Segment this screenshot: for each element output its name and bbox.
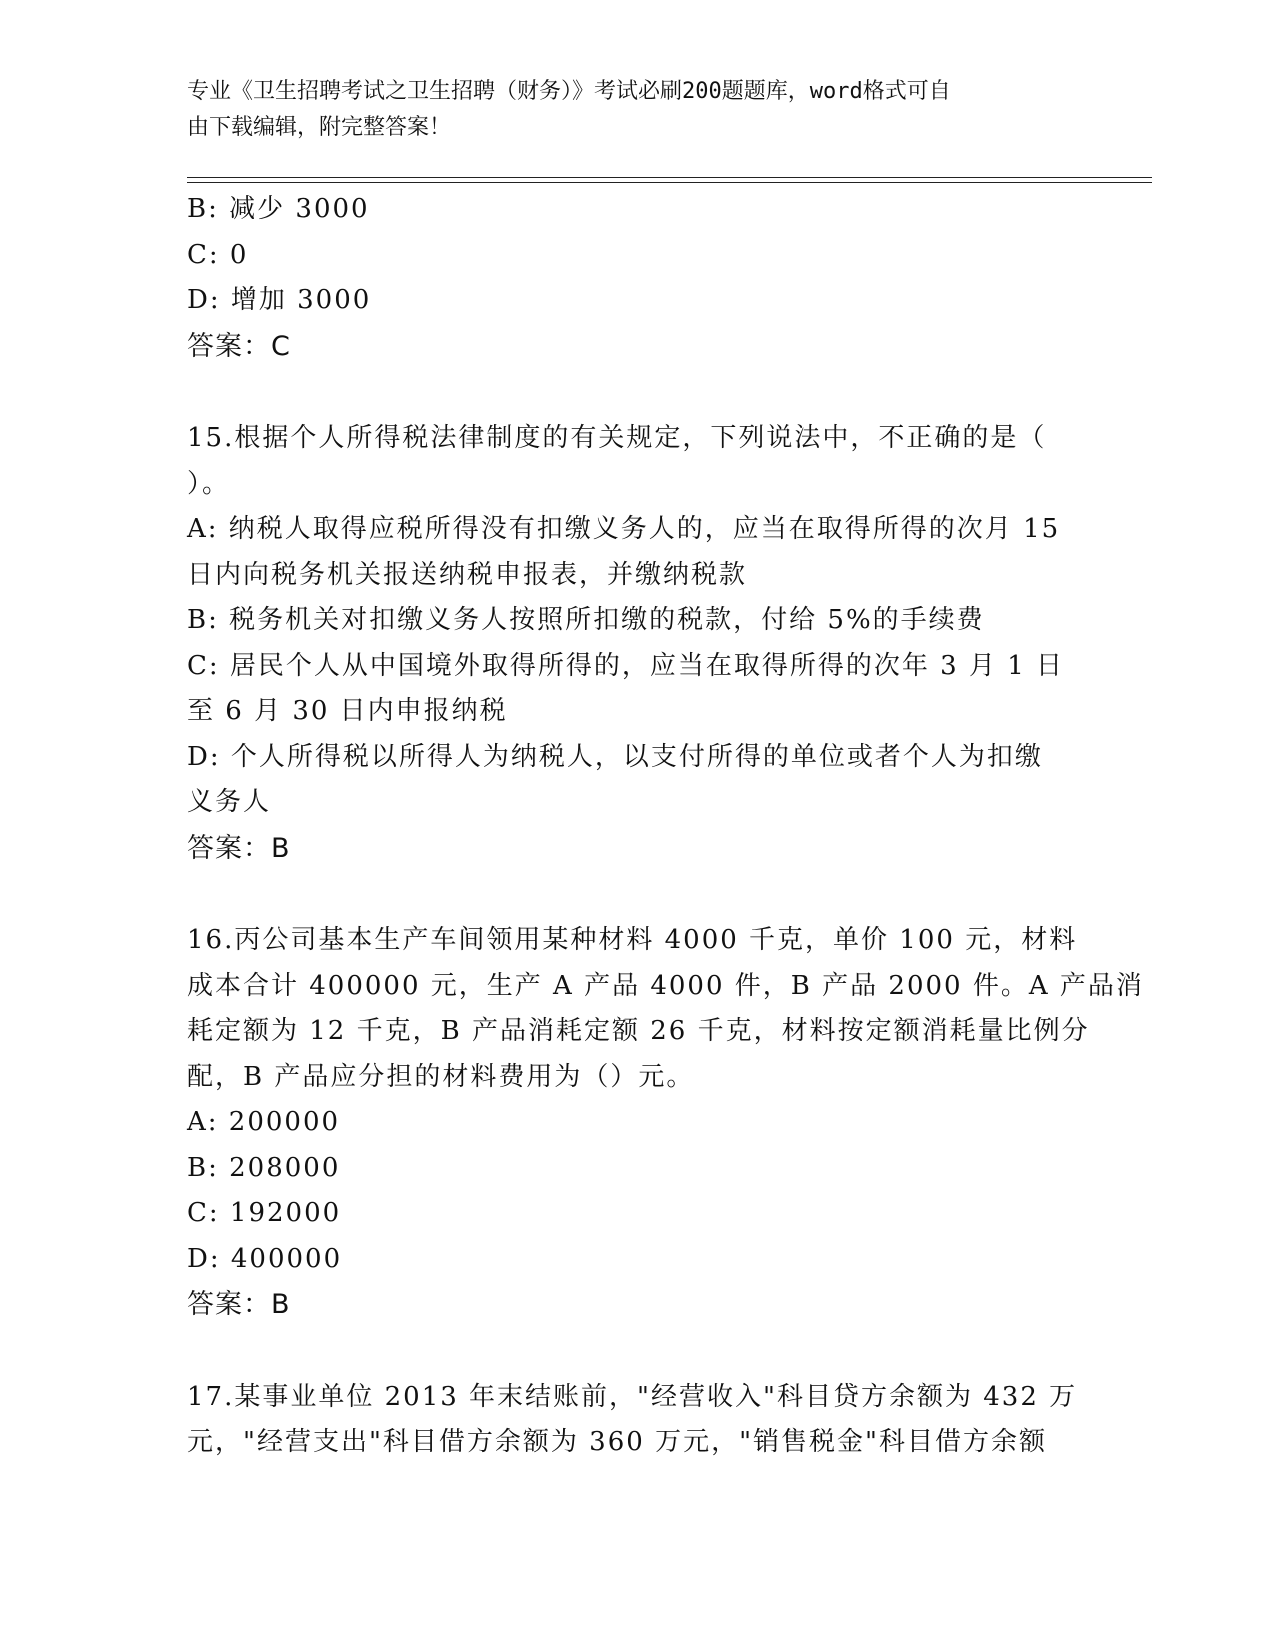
header-divider-bottom xyxy=(187,182,1152,183)
question-stem: 17.某事业单位 2013 年末结账前，"经营收入"科目贷方余额为 432 万 xyxy=(187,1381,1078,1412)
option-c: C: 0 xyxy=(187,239,249,270)
option-d: D: 增加 3000 xyxy=(187,285,372,315)
option-d: D: 400000 xyxy=(187,1243,343,1274)
question-stem: 配，B 产品应分担的材料费用为（）元。 xyxy=(187,1061,695,1092)
question-stem: 成本合计 400000 元，生产 A 产品 4000 件，B 产品 2000 件。A 产品消 xyxy=(187,970,1144,1001)
header-line-2: 由下载编辑，附完整答案！ xyxy=(187,115,452,140)
question-stem: 耗定额为 12 千克，B 产品消耗定额 26 千克，材料按定额消耗量比例分 xyxy=(187,1016,1090,1046)
header-line-1: 专业《卫生招聘考试之卫生招聘（财务）》考试必刷200题题库，word格式可自 xyxy=(187,79,951,104)
question-16 xyxy=(187,918,1144,1328)
option-d: D: 个人所得税以所得人为纳税人，以支付所得的单位或者个人为扣缴 xyxy=(187,741,1043,772)
question-15 xyxy=(187,416,1087,871)
option-b: B: 208000 xyxy=(187,1152,341,1183)
option-a: 日内向税务机关报送纳税申报表，并缴纳税款 xyxy=(187,559,748,590)
option-b: B: 减少 3000 xyxy=(187,194,370,224)
answer: 答案：B xyxy=(187,832,291,864)
option-c: 至 6 月 30 日内申报纳税 xyxy=(187,696,508,726)
question-stem: 16.丙公司基本生产车间领用某种材料 4000 千克，单价 100 元，材料 xyxy=(187,925,1078,955)
answer: 答案：B xyxy=(187,1289,291,1320)
option-b: B: 税务机关对扣缴义务人按照所扣缴的税款，付给 5%的手续费 xyxy=(187,605,985,635)
option-d: 义务人 xyxy=(187,787,272,817)
question-stem: 元，"经营支出"科目借方余额为 360 万元，"销售税金"科目借方余额 xyxy=(187,1427,1047,1457)
header-divider-top xyxy=(187,177,1152,178)
page-header xyxy=(187,74,1067,146)
option-a: A: 纳税人取得应税所得没有扣缴义务人的，应当在取得所得的次月 15 xyxy=(187,514,1061,544)
question-stem: ）。 xyxy=(187,468,231,499)
answer: 答案：C xyxy=(187,330,291,362)
option-a: A: 200000 xyxy=(187,1107,341,1137)
question-stem: 15.根据个人所得税法律制度的有关规定，下列说法中，不正确的是（ xyxy=(187,423,1047,453)
option-c: C: 居民个人从中国境外取得所得的，应当在取得所得的次年 3 月 1 日 xyxy=(187,650,1065,681)
question-14-tail xyxy=(187,187,1087,369)
question-17 xyxy=(187,1375,1087,1466)
option-c: C: 192000 xyxy=(187,1198,342,1228)
page-content xyxy=(187,187,1144,1466)
